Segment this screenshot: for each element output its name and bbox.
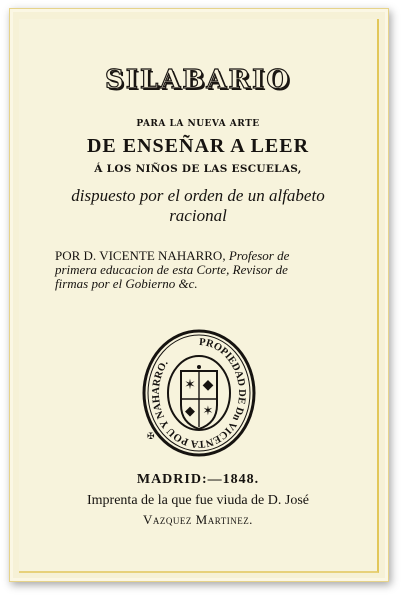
- book-title: SILABARIO: [105, 65, 291, 95]
- author-name: POR D. VICENTE NAHARRO,: [55, 248, 226, 263]
- subtitle-method: [19, 186, 377, 226]
- author-role-line3: firmas por el Gobierno &c.: [55, 276, 198, 291]
- svg-text:◆: ◆: [185, 404, 195, 419]
- coat-of-arms-icon: [181, 365, 217, 429]
- printer-line2: Vazquez Martinez.: [143, 512, 253, 527]
- ownership-stamp: [139, 327, 259, 457]
- subtitle-method-line1: dispuesto por el orden de un alfabeto: [71, 186, 325, 205]
- author-line1: [55, 249, 377, 263]
- svg-text:◆: ◆: [202, 377, 214, 393]
- author-role: Profesor de: [225, 248, 290, 263]
- svg-text:✠: ✠: [147, 432, 155, 442]
- title-page: [19, 19, 379, 573]
- author-role-line2: primera educacion de esta Corte, Revisor de: [55, 262, 288, 277]
- svg-text:✶: ✶: [202, 404, 214, 419]
- seal-text: PROPIEDAD DE Dn VICENTA POU Y NAHARRO.: [150, 336, 247, 450]
- subtitle-main: DE ENSEÑAR A LEER: [86, 135, 310, 157]
- printer-line1: Imprenta de la que fue viuda de D. José: [87, 493, 309, 508]
- svg-text:✶: ✶: [184, 377, 196, 393]
- subtitle-audience: Á LOS NIÑOS DE LAS ESCUELAS,: [94, 163, 302, 175]
- subtitle-small: PARA LA NUEVA ARTE: [136, 119, 260, 129]
- imprint-city-year: MADRID:—1848.: [136, 472, 260, 487]
- author-block: [55, 249, 377, 291]
- subtitle-method-line2: racional: [169, 206, 227, 225]
